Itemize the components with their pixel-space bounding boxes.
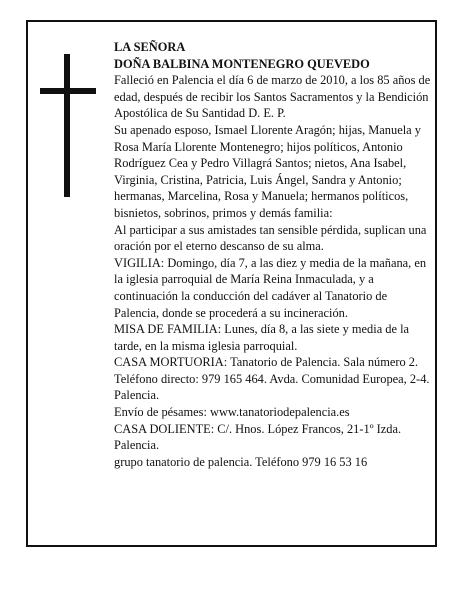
cross-vertical-bar <box>64 54 70 197</box>
paragraph-request: Al participar a sus amistades tan sensible pérdida, suplican una oración por el eterno descanso de su alma. <box>114 222 427 254</box>
notice-text <box>114 39 432 470</box>
paragraph-condolences: Envío de pésames: www.tanatoriodepalencia.es <box>114 405 350 420</box>
paragraph-vigil: VIGILIA: Domingo, día 7, a las diez y media de la mañana, en la iglesia parroquial de María Reina Inmaculada, y a continuación la conducción del cadáver al Tanatorio de Palencia, donde se procederá a su incineración. <box>114 255 427 320</box>
cross-horizontal-bar <box>40 88 96 94</box>
notice-title-line1: LA SEÑORA <box>114 40 186 54</box>
paragraph-funeral-home: CASA MORTUORIA: Tanatorio de Palencia. Sala número 2. Teléfono directo: 979 165 464. Avda. Comunidad Europea, 2-4. Palencia. <box>114 355 430 403</box>
paragraph-family: Su apenado esposo, Ismael Llorente Aragón; hijas, Manuela y Rosa María Llorente Montenegro; hijos políticos, Antonio Rodríguez Cea y Pedro Villagrá Santos; nietos, Ana Isabel, Virginia, Cristina, Patricia, Luis Ángel, Sandra y Antonio; hermanas, Marcelina, Rosa y Manuela; hermanos políticos, bisnietos, sobrinos, primos y demás familia: <box>114 122 421 220</box>
obituary-notice <box>26 20 437 547</box>
paragraph-death: Falleció en Palencia el día 6 de marzo de 2010, a los 85 años de edad, después de recibir los Santos Sacramentos y la Bendición Apostólica de Su Santidad D. E. P. <box>114 73 431 121</box>
paragraph-contact: grupo tanatorio de palencia. Teléfono 979 16 53 16 <box>114 454 368 469</box>
notice-title-line2: DOÑA BALBINA MONTENEGRO QUEVEDO <box>114 56 370 71</box>
paragraph-family-mass: MISA DE FAMILIA: Lunes, día 8, a las siete y media de la tarde, en la misma iglesia parroquial. <box>114 322 410 353</box>
paragraph-mourning-house: CASA DOLIENTE: C/. Hnos. López Francos, 21-1º Izda. Palencia. <box>114 421 402 453</box>
